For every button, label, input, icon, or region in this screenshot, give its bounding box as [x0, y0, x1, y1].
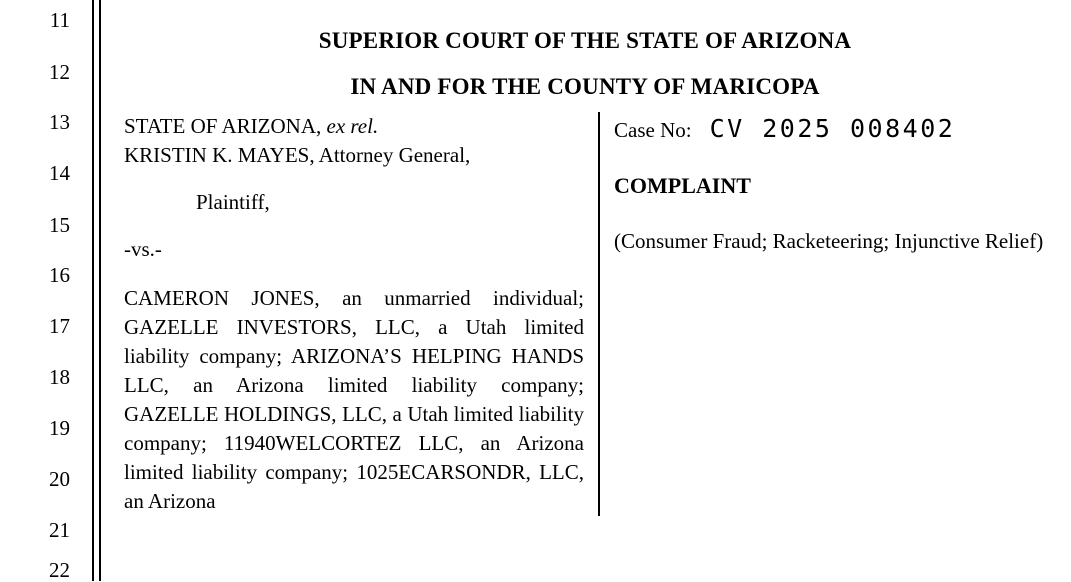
case-number-row	[614, 114, 1060, 143]
court-heading-line-1: SUPERIOR COURT OF THE STATE OF ARIZONA	[318, 28, 852, 53]
gutter-rule-right	[99, 0, 101, 581]
line-number: 15	[49, 213, 70, 237]
line-number: 11	[49, 8, 70, 32]
case-number-label: Case No:	[614, 118, 692, 142]
line-number: 14	[49, 161, 70, 185]
claims-description: (Consumer Fraud; Racketeering; Injunctive Relief)	[614, 229, 1044, 253]
caption-parties-cell	[110, 112, 599, 516]
line-number: 16	[49, 263, 70, 287]
line-number-gutter	[0, 0, 92, 581]
caption-case-info-cell	[599, 112, 1060, 516]
plaintiff-name-part-1: STATE OF ARIZONA,	[124, 114, 327, 138]
case-caption	[110, 112, 1060, 516]
line-number: 17	[49, 314, 70, 338]
defendants-list: CAMERON JONES, an unmarried individual; GAZELLE INVESTORS, LLC, a Utah limited liability company; ARIZONA’S HELPING HANDS LLC, an Arizona limited liability company; GAZELLE HOLDINGS, LLC, a Utah limited liability company; 11940WELCORTEZ LLC, an Arizona limited liability company; 1025ECARSONDR, LLC, an Arizona	[124, 285, 584, 513]
court-heading-line-2: IN AND FOR THE COUNTY OF MARICOPA	[350, 74, 820, 99]
line-number: 21	[49, 518, 70, 542]
plaintiff-label: Plaintiff,	[196, 189, 270, 214]
line-number: 22	[49, 558, 70, 582]
complaint-title: COMPLAINT	[614, 173, 751, 198]
line-number: 20	[49, 467, 70, 491]
versus-label: -vs.-	[124, 236, 162, 261]
plaintiff-ex-rel: ex rel.	[326, 114, 379, 138]
case-number-value: CV 2025 008402	[709, 114, 956, 143]
plaintiff-name-part-2: KRISTIN K. MAYES, Attorney General,	[124, 142, 471, 167]
document-content	[110, 0, 1060, 581]
line-number: 19	[49, 416, 70, 440]
gutter-rule-left	[92, 0, 94, 581]
line-number: 12	[49, 60, 70, 84]
caption-table	[110, 112, 1060, 516]
plaintiff-party	[124, 112, 584, 170]
line-number: 18	[49, 365, 70, 389]
line-number: 13	[49, 110, 70, 134]
